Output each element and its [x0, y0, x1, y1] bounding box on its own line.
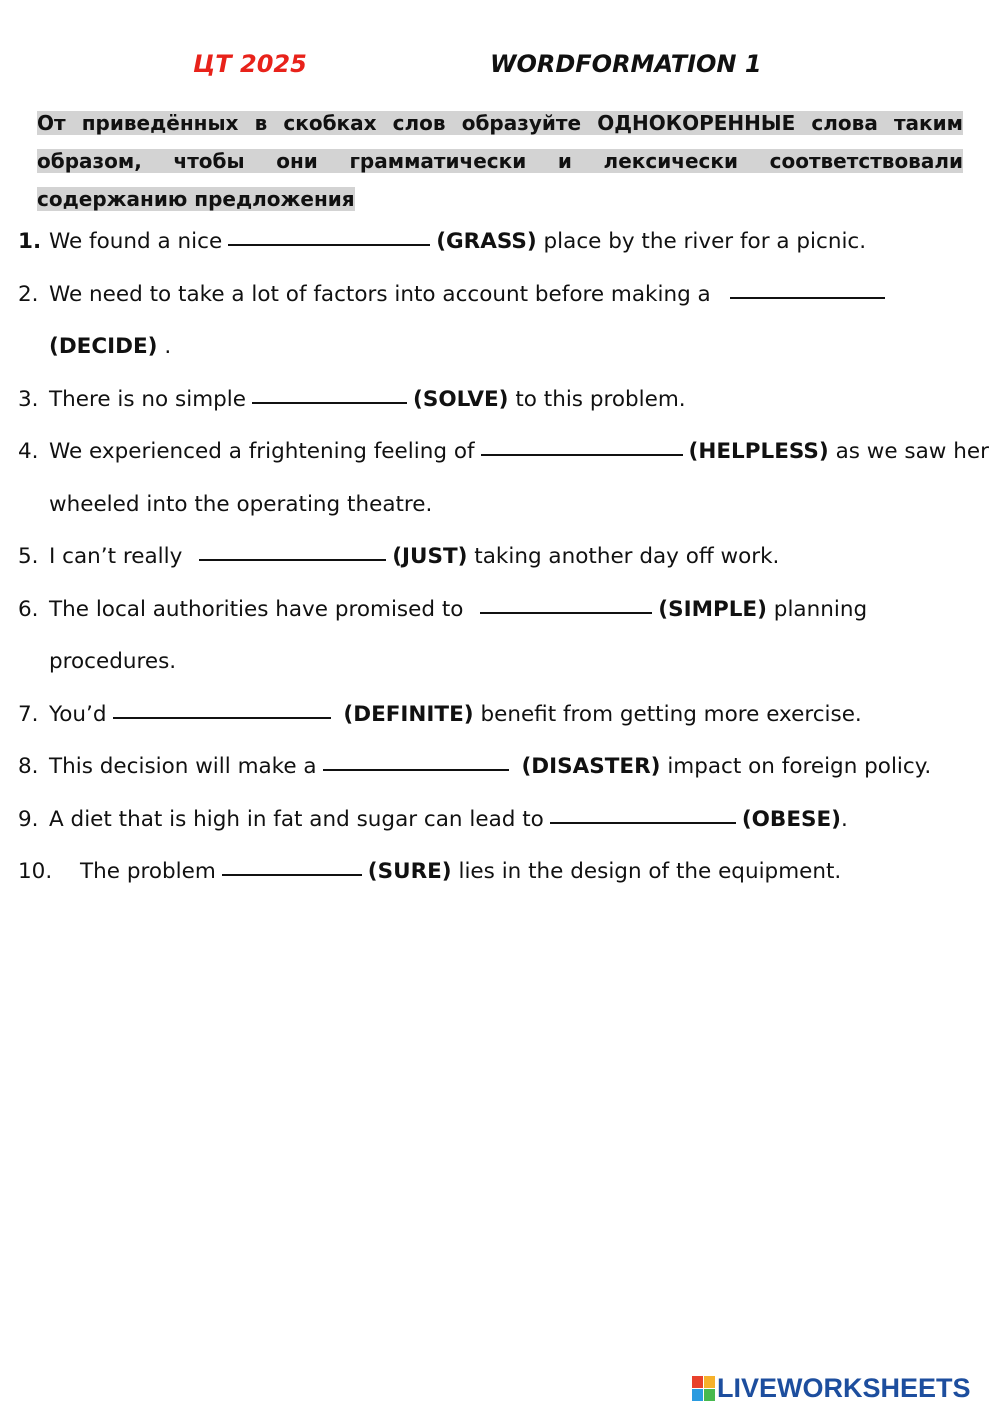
item-keyword: (SURE) [367, 859, 452, 884]
item-number: 2. [18, 281, 39, 307]
item-text-after: taking another day off work. [474, 544, 780, 569]
item-text-before: The local authorities have promised to [49, 596, 464, 622]
item-text-after: planning procedures. [49, 596, 868, 674]
item-text-before: This decision will make a [49, 754, 317, 779]
exam-code: ЦТ 2025 [193, 50, 307, 78]
instruction [37, 104, 963, 218]
item-text-before: There is no simple [49, 386, 247, 412]
instruction-text: От приведённых в скобках слов образуйте ОДНОКОРЕННЫЕ слова таким образом, чтобы они грамматически и лексически соответствовали содержанию предложения [37, 111, 963, 211]
item-text-after: . [841, 806, 848, 832]
logo-square [704, 1389, 715, 1401]
exercise-item-2 [0, 269, 999, 374]
item-number: 1. [18, 229, 42, 254]
item-text-before: The problem [80, 859, 216, 884]
item-text-after: as we saw her wheeled into the operating theatre. [49, 439, 989, 517]
logo-square [692, 1389, 703, 1401]
answer-blank[interactable] [481, 436, 683, 456]
exercise-item-1 [0, 216, 999, 269]
answer-blank[interactable] [550, 804, 736, 824]
item-text-before: A diet that is high in fat and sugar can lead to [49, 806, 544, 832]
item-text-after: lies in the design of the equipment. [458, 859, 842, 884]
exercise-item-8 [0, 741, 999, 794]
item-keyword: (SIMPLE) [658, 596, 767, 622]
item-keyword: (DISASTER) [521, 754, 661, 779]
logo-text: LIVEWORKSHEETS [717, 1372, 971, 1403]
item-number: 8. [18, 754, 39, 779]
liveworksheets-logo [692, 1373, 971, 1403]
exercise-item-6 [0, 584, 999, 689]
item-keyword: (HELPLESS) [688, 439, 829, 464]
exercise-item-5 [0, 531, 999, 584]
item-text-before: We experienced a frightening feeling of [49, 439, 475, 464]
answer-blank[interactable] [228, 226, 430, 246]
item-text-after: place by the river for a picnic. [543, 229, 867, 254]
item-keyword: (DECIDE) [49, 334, 158, 359]
item-text-after: benefit from getting more exercise. [480, 701, 862, 727]
item-text-before: I can’t really [49, 544, 183, 569]
item-keyword: (DEFINITE) [343, 701, 474, 727]
item-keyword: (GRASS) [436, 229, 537, 254]
answer-blank[interactable] [252, 384, 407, 404]
logo-square [704, 1376, 715, 1388]
item-number: 9. [18, 806, 39, 832]
item-keyword: (SOLVE) [413, 386, 509, 412]
item-number: 3. [18, 386, 39, 412]
item-text-before: We need to take a lot of factors into account before making a [49, 281, 711, 307]
answer-blank[interactable] [199, 541, 386, 561]
logo-square [692, 1376, 703, 1388]
item-number: 10. [18, 859, 53, 884]
answer-blank[interactable] [730, 279, 885, 299]
item-text-after: . [164, 334, 172, 359]
item-text-before: We found a nice [49, 229, 223, 254]
answer-blank[interactable] [323, 751, 509, 771]
exercise-item-10 [0, 846, 999, 899]
exercise-list [0, 216, 999, 899]
item-keyword: (OBESE) [741, 806, 842, 832]
item-text-after: impact on foreign policy. [667, 754, 932, 779]
item-keyword: (JUST) [392, 544, 468, 569]
answer-blank[interactable] [480, 594, 652, 614]
exercise-item-7 [0, 689, 999, 742]
exercise-item-9 [0, 794, 999, 847]
item-number: 5. [18, 544, 39, 569]
exercise-item-4 [0, 426, 999, 531]
logo-mark-icon [692, 1376, 715, 1401]
exercise-item-3 [0, 374, 999, 427]
page-title: WORDFORMATION 1 [490, 50, 762, 78]
answer-blank[interactable] [222, 856, 362, 876]
answer-blank[interactable] [113, 699, 331, 719]
item-text-after: to this problem. [515, 386, 686, 412]
item-text-before: You’d [49, 701, 107, 727]
header [0, 50, 999, 86]
item-number: 7. [18, 701, 39, 727]
item-number: 6. [18, 596, 39, 622]
item-number: 4. [18, 439, 39, 464]
